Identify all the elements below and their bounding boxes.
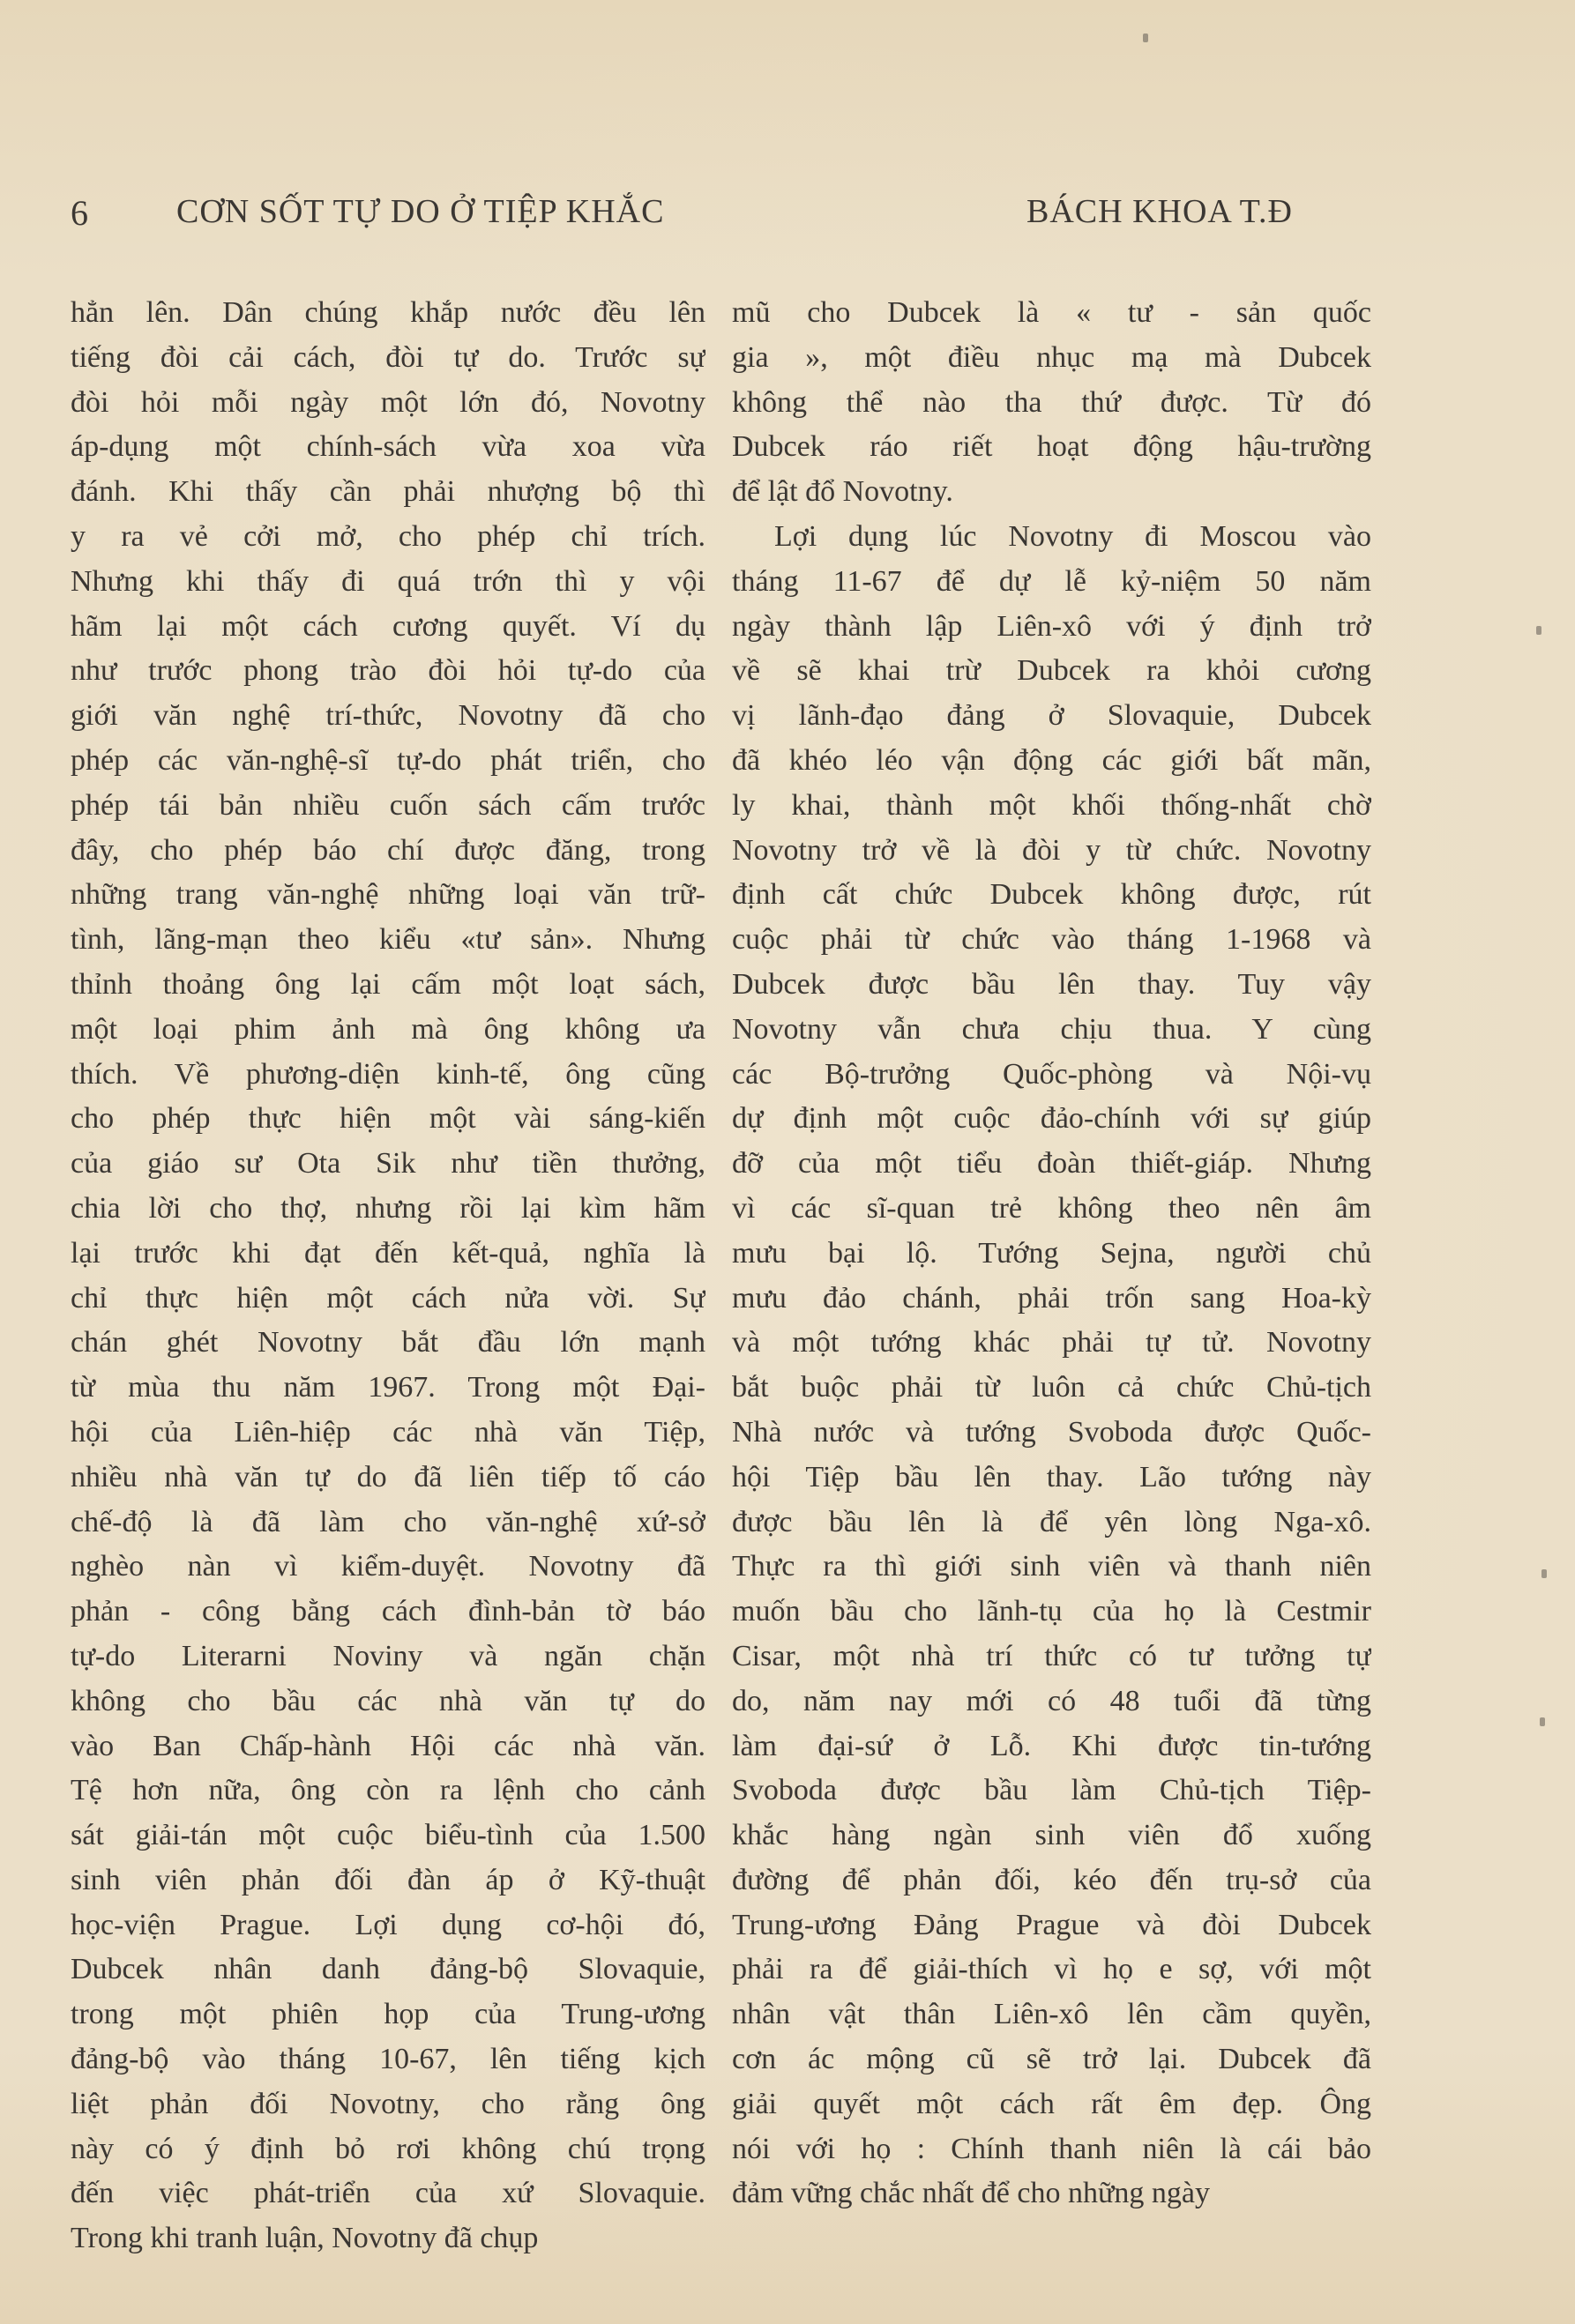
text-line: tiếng đòi cải cách, đòi tự do. Trước sự xyxy=(71,340,705,374)
text-line: chỉ thực hiện một cách nửa vời. Sự xyxy=(71,1281,705,1315)
text-line: của giáo sư Ota Sik như tiền thưởng, xyxy=(71,1147,705,1181)
text-line: đến việc phát-triển của xứ Slovaquie. xyxy=(71,2177,705,2210)
text-line: Thực ra thì giới sinh viên và thanh niên xyxy=(732,1550,1371,1583)
text-line: áp-dụng một chính-sách vừa xoa vừa xyxy=(71,430,705,464)
text-line: này có ý định bỏ rơi không chú trọng xyxy=(71,2132,705,2165)
text-line: ly khai, thành một khối thống-nhất chờ xyxy=(732,788,1371,822)
text-line: các Bộ-trưởng Quốc-phòng và Nội-vụ xyxy=(732,1057,1371,1091)
text-line: đường để phản đối, kéo đến trụ-sở của xyxy=(732,1863,1371,1896)
text-line: chán ghét Novotny bắt đầu lớn mạnh xyxy=(71,1326,705,1359)
text-line: thỉnh thoảng ông lại cấm một loạt sách, xyxy=(71,967,705,1001)
text-line: sát giải-tán một cuộc biểu-tình của 1.500 xyxy=(71,1819,705,1852)
text-line: trong một phiên họp của Trung-ương xyxy=(71,1998,705,2031)
text-line: không thể nào tha thứ được. Từ đó xyxy=(732,385,1371,419)
text-line: về sẽ khai trừ Dubcek ra khỏi cương xyxy=(732,654,1371,688)
text-column-right xyxy=(732,291,1371,2216)
text-line: nghèo nàn vì kiểm-duyệt. Novotny đã xyxy=(71,1550,705,1583)
text-line: dự định một cuộc đảo-chính với sự giúp xyxy=(732,1102,1371,1136)
text-line: Nhà nước và tướng Svoboda được Quốc- xyxy=(732,1415,1371,1449)
text-line: ngày thành lập Liên-xô với ý định trở xyxy=(732,609,1371,643)
text-line: đảng-bộ vào tháng 10-67, lên tiếng kịch xyxy=(71,2043,705,2076)
text-line: Nhưng khi thấy đi quá trớn thì y vội xyxy=(71,564,705,598)
text-line: chế-độ là đã làm cho văn-nghệ xứ-sở xyxy=(71,1505,705,1538)
text-line: muốn bầu cho lãnh-tụ của họ là Cestmir xyxy=(732,1595,1371,1628)
text-line: đây, cho phép báo chí được đăng, trong xyxy=(71,833,705,867)
journal-name: BÁCH KHOA T.Đ xyxy=(1026,193,1293,230)
text-line: cơn ác mộng cũ sẽ trở lại. Dubcek đã xyxy=(732,2043,1371,2076)
text-line: gia », một điều nhục mạ mà Dubcek xyxy=(732,340,1371,374)
text-line: hội của Liên-hiệp các nhà văn Tiệp, xyxy=(71,1415,705,1449)
text-line: tình, lãng-mạn theo kiểu «tư sản». Nhưng xyxy=(71,923,705,957)
text-line: đảm vững chắc nhất để cho những ngày xyxy=(732,2177,1210,2210)
text-line: những trang văn-nghệ những loại văn trữ- xyxy=(71,878,705,912)
text-line: khắc hàng ngàn sinh viên đổ xuống xyxy=(732,1819,1371,1852)
text-line: nhiều nhà văn tự do đã liên tiếp tố cáo xyxy=(71,1460,705,1493)
text-line: y ra vẻ cởi mở, cho phép chỉ trích. xyxy=(71,519,705,553)
text-line: đánh. Khi thấy cần phải nhượng bộ thì xyxy=(71,475,705,509)
text-line: vào Ban Chấp-hành Hội các nhà văn. xyxy=(71,1729,705,1762)
text-line: đòi hỏi mỗi ngày một lớn đó, Novotny xyxy=(71,385,705,419)
text-line: hẳn lên. Dân chúng khắp nước đều lên xyxy=(71,296,705,329)
edge-mark xyxy=(1143,34,1148,42)
text-line: Lợi dụng lúc Novotny đi Moscou vào xyxy=(774,519,1371,553)
text-line: liệt phản đối Novotny, cho rằng ông xyxy=(71,2087,705,2120)
text-line: đã khéo léo vận động các giới bất mãn, xyxy=(732,743,1371,777)
text-line: định cất chức Dubcek không được, rút xyxy=(732,878,1371,912)
text-column-left xyxy=(71,291,705,2261)
text-line: đỡ của một tiểu đoàn thiết-giáp. Nhưng xyxy=(732,1147,1371,1181)
text-line: mưu bại lộ. Tướng Sejna, người chủ xyxy=(732,1236,1371,1270)
text-line: Novotny vẫn chưa chịu thua. Y cùng xyxy=(732,1012,1371,1046)
page-number: 6 xyxy=(71,193,89,233)
text-line: giải quyết một cách rất êm đẹp. Ông xyxy=(732,2087,1371,2120)
text-line: sinh viên phản đối đàn áp ở Kỹ-thuật xyxy=(71,1863,705,1896)
text-line: từ mùa thu năm 1967. Trong một Đại- xyxy=(71,1371,705,1404)
text-line: Tệ hơn nữa, ông còn ra lệnh cho cảnh xyxy=(71,1774,705,1807)
text-line: Novotny trở về là đòi y từ chức. Novotny xyxy=(732,833,1371,867)
text-line: và một tướng khác phải tự tử. Novotny xyxy=(732,1326,1371,1359)
text-line: Dubcek nhân danh đảng-bộ Slovaquie, xyxy=(71,1953,705,1986)
text-line: mưu đảo chánh, phải trốn sang Hoa-kỳ xyxy=(732,1281,1371,1315)
edge-mark xyxy=(1540,1717,1545,1726)
text-line: chia lời cho thợ, nhưng rồi lại kìm hãm xyxy=(71,1191,705,1225)
text-line: không cho bầu các nhà văn tự do xyxy=(71,1684,705,1717)
text-line: cuộc phải từ chức vào tháng 1-1968 và xyxy=(732,923,1371,957)
text-line: vì các sĩ-quan trẻ không theo nên âm xyxy=(732,1191,1371,1225)
edge-mark xyxy=(1541,1569,1547,1578)
text-line: làm đại-sứ ở Lỗ. Khi được tin-tướng xyxy=(732,1729,1371,1762)
text-line: học-viện Prague. Lợi dụng cơ-hội đó, xyxy=(71,1908,705,1941)
text-line: phản - công bằng cách đình-bản tờ báo xyxy=(71,1595,705,1628)
text-line: một loại phim ảnh mà ông không ưa xyxy=(71,1012,705,1046)
text-line: được bầu lên là để yên lòng Nga-xô. xyxy=(732,1505,1371,1538)
page-header xyxy=(71,183,1337,236)
text-line: hãm lại một cách cương quyết. Ví dụ xyxy=(71,609,705,643)
text-line: nói với họ : Chính thanh niên là cái bảo xyxy=(732,2132,1371,2165)
text-line: phép các văn-nghệ-sĩ tự-do phát triển, cho xyxy=(71,743,705,777)
text-line: Cisar, một nhà trí thức có tư tưởng tự xyxy=(732,1639,1371,1672)
text-line: do, năm nay mới có 48 tuổi đã từng xyxy=(732,1684,1371,1717)
text-line: Trung-ương Đảng Prague và đòi Dubcek xyxy=(732,1908,1371,1941)
text-line: Dubcek ráo riết hoạt động hậu-trường xyxy=(732,430,1371,464)
text-line: như trước phong trào đòi hỏi tự-do của xyxy=(71,654,705,688)
text-line: cho phép thực hiện một vài sáng-kiến xyxy=(71,1102,705,1136)
text-line: hội Tiệp bầu lên thay. Lão tướng này xyxy=(732,1460,1371,1493)
text-line: thích. Về phương-diện kinh-tế, ông cũng xyxy=(71,1057,705,1091)
text-line: Trong khi tranh luận, Novotny đã chụp xyxy=(71,2222,539,2255)
text-line: bắt buộc phải từ luôn cả chức Chủ-tịch xyxy=(732,1371,1371,1404)
text-line: tháng 11-67 để dự lễ kỷ-niệm 50 năm xyxy=(732,564,1371,598)
text-line: Dubcek được bầu lên thay. Tuy vậy xyxy=(732,967,1371,1001)
edge-mark xyxy=(1536,626,1541,635)
text-line: nhân vật thân Liên-xô lên cầm quyền, xyxy=(732,1998,1371,2031)
text-line: tự-do Literarni Noviny và ngăn chặn xyxy=(71,1639,705,1672)
text-line: lại trước khi đạt đến kết-quả, nghĩa là xyxy=(71,1236,705,1270)
text-line: để lật đổ Novotny. xyxy=(732,475,953,509)
text-line: phép tái bản nhiều cuốn sách cấm trước xyxy=(71,788,705,822)
text-line: mũ cho Dubcek là « tư - sản quốc xyxy=(732,296,1371,329)
running-title: CƠN SỐT TỰ DO Ở TIỆP KHẮC xyxy=(176,193,665,230)
text-line: vị lãnh-đạo đảng ở Slovaquie, Dubcek xyxy=(732,699,1371,733)
text-line: giới văn nghệ trí-thức, Novotny đã cho xyxy=(71,699,705,733)
text-line: Svoboda được bầu làm Chủ-tịch Tiệp- xyxy=(732,1774,1371,1807)
text-line: phải ra để giải-thích vì họ e sợ, với một xyxy=(732,1953,1371,1986)
